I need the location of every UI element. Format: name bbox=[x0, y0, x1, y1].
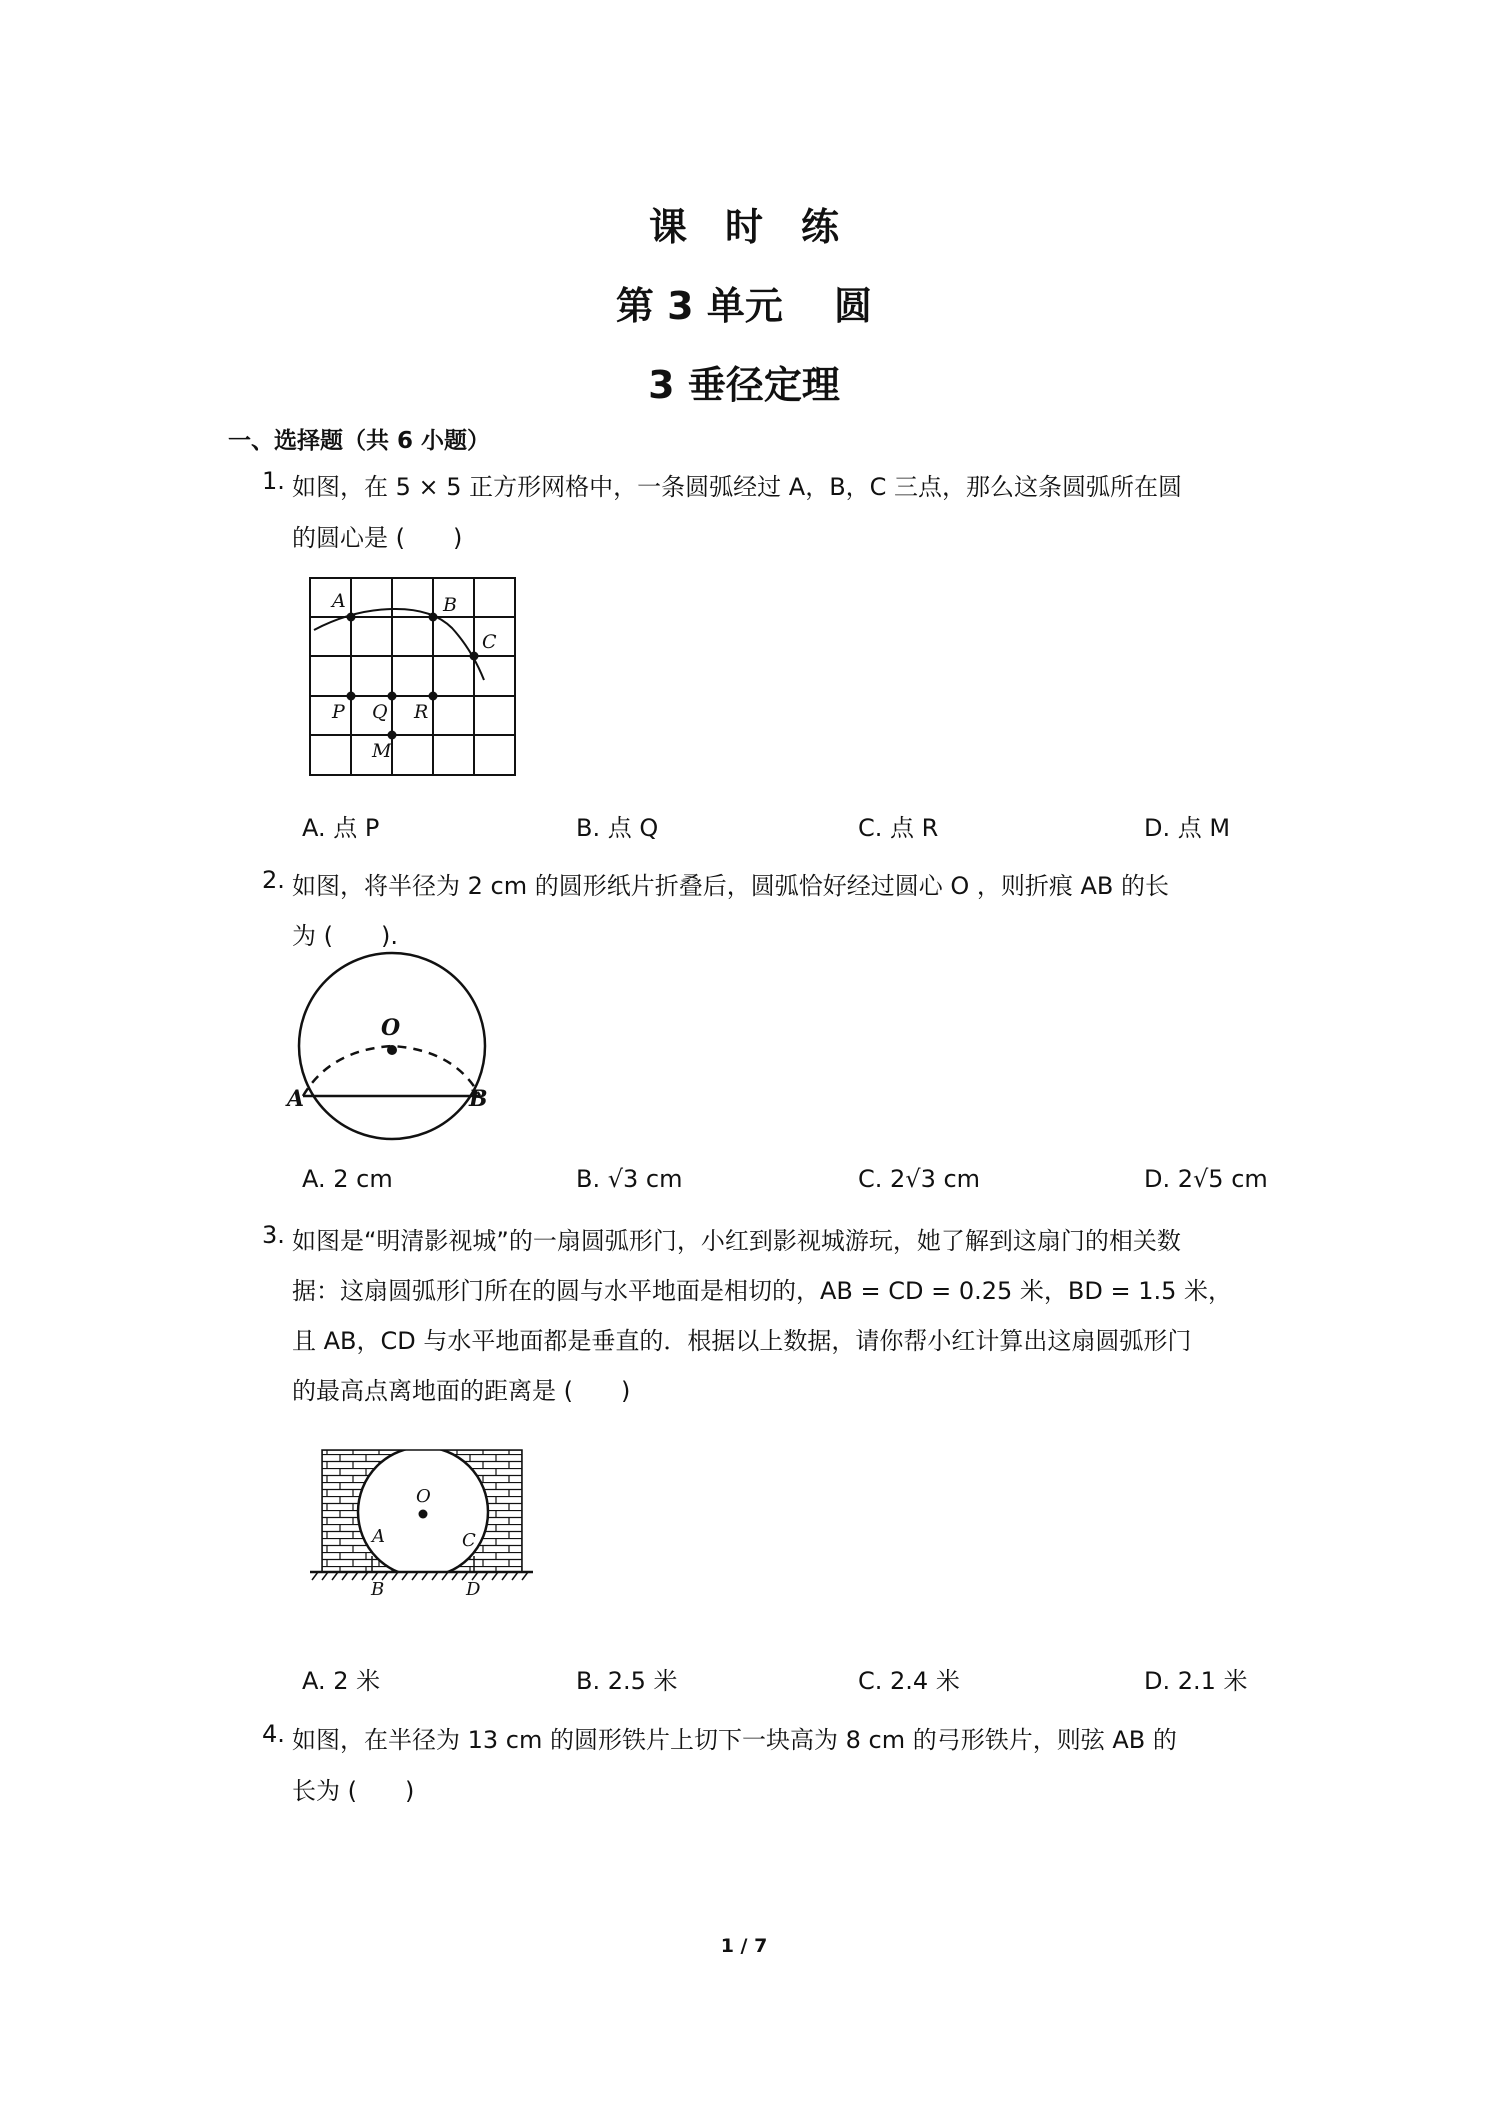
label-D: D bbox=[466, 1579, 481, 1600]
label-B: B bbox=[469, 1086, 488, 1112]
label-C: C bbox=[462, 1530, 476, 1551]
question-1-option-b[interactable]: B. 点 Q bbox=[576, 814, 659, 842]
question-3-option-a[interactable]: A. 2 米 bbox=[302, 1667, 381, 1695]
question-1-line-2: 的圆心是 ( ) bbox=[292, 524, 463, 552]
label-M: M bbox=[372, 740, 392, 762]
question-1-number: 1. bbox=[262, 467, 285, 495]
label-O: O bbox=[381, 1015, 401, 1041]
question-2-option-c[interactable]: C. 2√3 cm bbox=[858, 1165, 981, 1193]
question-3-line-3: 且 AB，CD 与水平地面都是垂直的．根据以上数据，请你帮小红计算出这扇圆弧形门 bbox=[292, 1327, 1192, 1355]
label-A: A bbox=[332, 590, 346, 612]
label-C: C bbox=[482, 631, 497, 653]
label-R: R bbox=[414, 701, 429, 723]
label-O: O bbox=[416, 1486, 431, 1507]
label-Q: Q bbox=[372, 701, 388, 723]
question-1-option-a[interactable]: A. 点 P bbox=[302, 814, 380, 842]
question-2-line-1: 如图，将半径为 2 cm 的圆形纸片折叠后，圆弧恰好经过圆心 O ，则折痕 AB 的长 bbox=[292, 872, 1170, 900]
question-2-option-d[interactable]: D. 2√5 cm bbox=[1144, 1165, 1268, 1193]
question-2-option-b[interactable]: B. √3 cm bbox=[576, 1165, 683, 1193]
section-heading: 一、选择题（共 6 小题） bbox=[228, 428, 491, 454]
label-A: A bbox=[372, 1526, 385, 1547]
question-4-number: 4. bbox=[262, 1720, 285, 1748]
label-A: A bbox=[287, 1086, 305, 1112]
question-2-fold-figure bbox=[285, 950, 505, 1150]
doc-title: 课 时 练 bbox=[648, 205, 839, 249]
page-number: 1 / 7 bbox=[720, 1935, 768, 1957]
question-3-option-b[interactable]: B. 2.5 米 bbox=[576, 1667, 678, 1695]
question-3-line-2: 据：这扇圆弧形门所在的圆与水平地面是相切的，AB = CD = 0.25 米，BD = 1.5 米， bbox=[292, 1277, 1233, 1305]
question-4-line-1: 如图，在半径为 13 cm 的圆形铁片上切下一块高为 8 cm 的弓形铁片，则弦 AB 的 bbox=[292, 1726, 1177, 1754]
unit-title: 第 3 单元 圆 bbox=[615, 284, 873, 328]
question-2-line-2: 为 ( ). bbox=[292, 922, 398, 950]
question-3-number: 3. bbox=[262, 1221, 285, 1249]
label-B: B bbox=[371, 1579, 385, 1600]
question-2-option-a[interactable]: A. 2 cm bbox=[302, 1165, 393, 1193]
label-P: P bbox=[332, 701, 345, 723]
question-1-option-c[interactable]: C. 点 R bbox=[858, 814, 939, 842]
question-3-option-d[interactable]: D. 2.1 米 bbox=[1144, 1667, 1248, 1695]
question-3-line-4: 的最高点离地面的距离是 ( ) bbox=[292, 1377, 631, 1405]
question-3-option-c[interactable]: C. 2.4 米 bbox=[858, 1667, 960, 1695]
lesson-title: 3 垂径定理 bbox=[648, 363, 840, 407]
question-3-door-figure bbox=[308, 1440, 543, 1600]
question-1-grid-figure bbox=[300, 568, 530, 783]
question-3-line-1: 如图是“明清影视城”的一扇圆弧形门，小红到影视城游玩，她了解到这扇门的相关数 bbox=[292, 1227, 1181, 1255]
label-B: B bbox=[443, 594, 457, 616]
question-1-option-d[interactable]: D. 点 M bbox=[1144, 814, 1231, 842]
question-4-line-2: 长为 ( ) bbox=[292, 1777, 415, 1805]
question-1-line-1: 如图，在 5 × 5 正方形网格中，一条圆弧经过 A，B，C 三点，那么这条圆弧所在圆 bbox=[292, 473, 1183, 501]
question-2-number: 2. bbox=[262, 866, 285, 894]
